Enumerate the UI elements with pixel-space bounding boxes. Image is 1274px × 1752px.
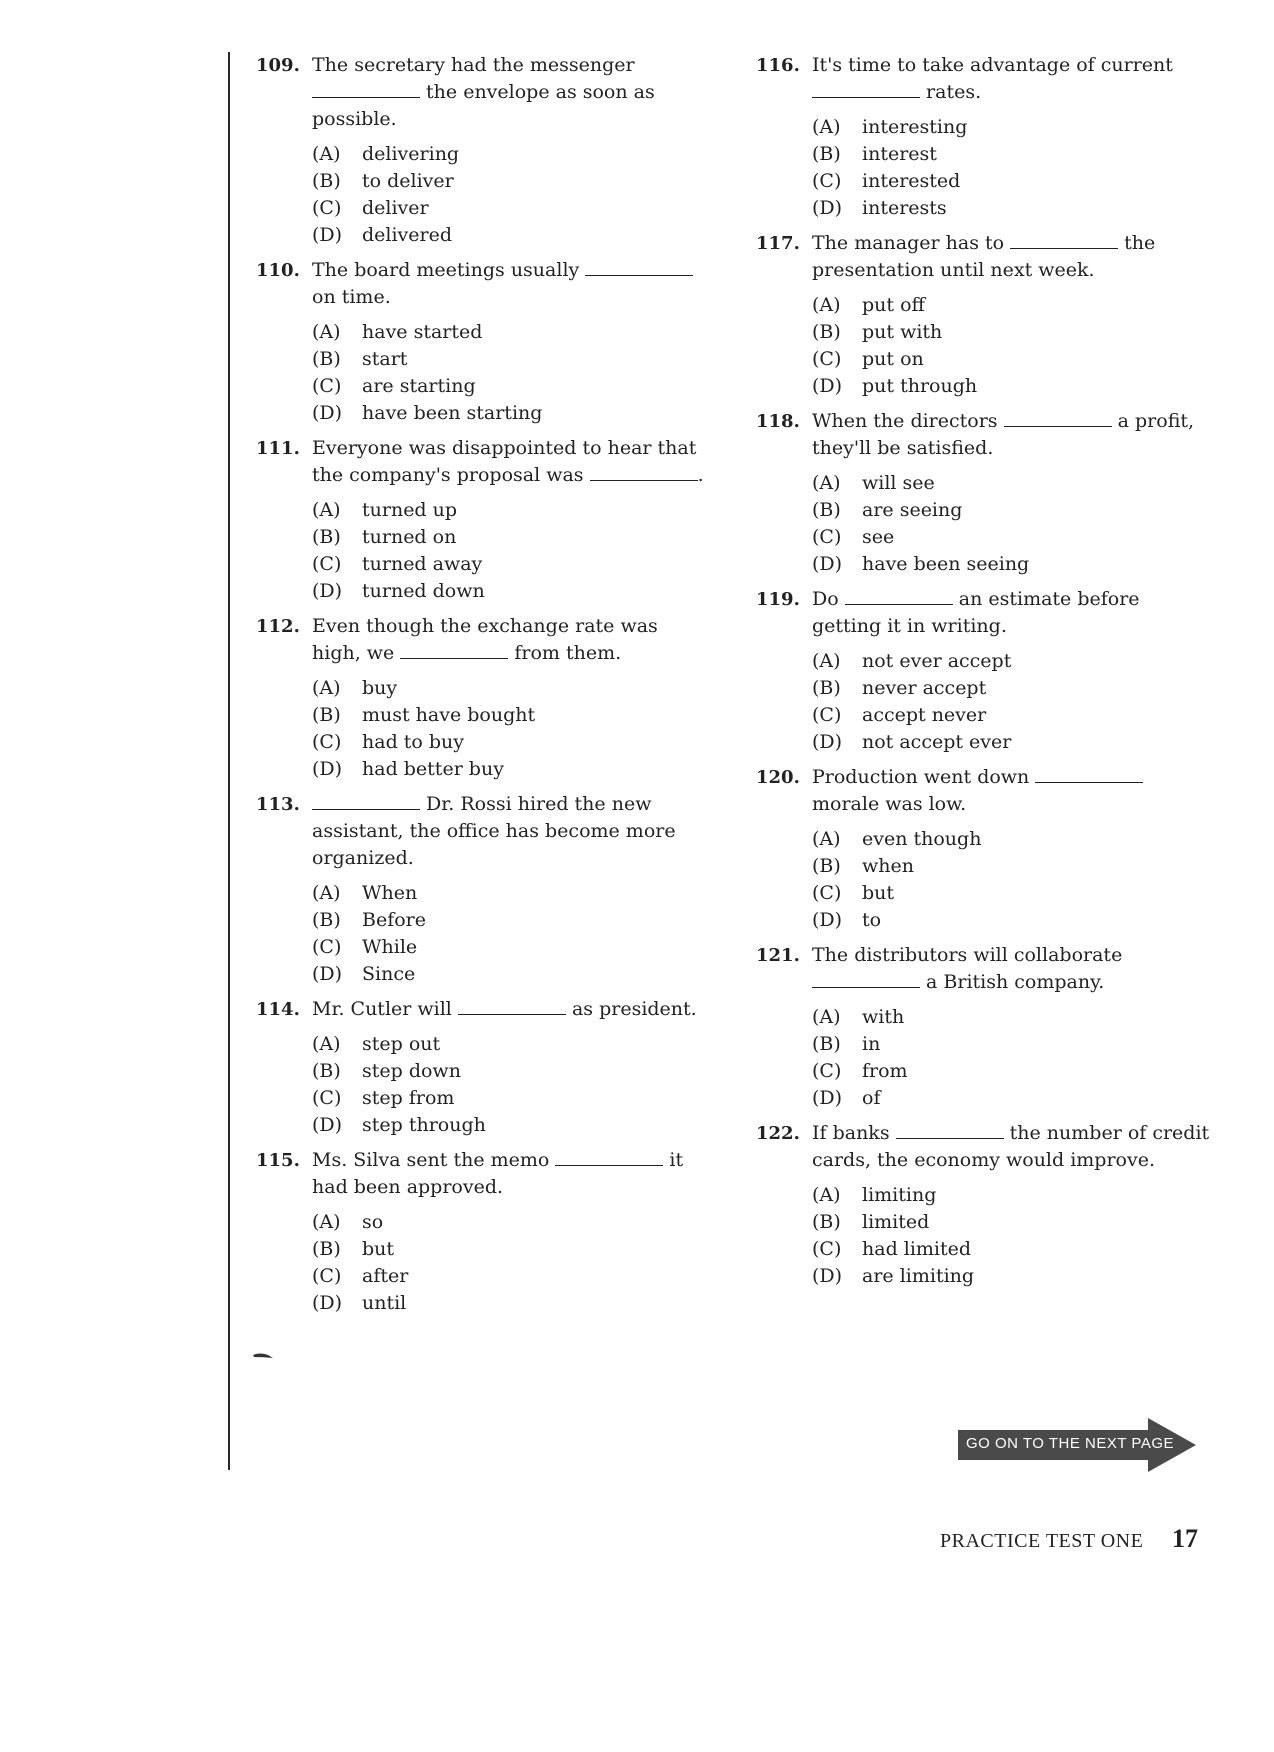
option-letter: (B) [812, 677, 841, 699]
answer-options [812, 1004, 1210, 1112]
answer-option [312, 578, 710, 605]
option-letter: (A) [812, 294, 841, 316]
question-item [250, 435, 710, 605]
answer-blank [812, 971, 920, 988]
option-text: interests [862, 197, 947, 219]
question-number: 121. [756, 945, 800, 966]
stem-text-before-blank: Production went down [812, 766, 1036, 788]
answer-option [812, 195, 1210, 222]
option-text: will see [862, 472, 935, 494]
footer-title: PRACTICE TEST ONE [940, 1530, 1144, 1552]
answer-option [312, 934, 710, 961]
answer-blank [845, 588, 953, 605]
option-text: turned down [362, 580, 485, 602]
answer-option [812, 168, 1210, 195]
question-number: 118. [756, 411, 800, 432]
answer-options [812, 114, 1210, 222]
answer-option [812, 114, 1210, 141]
stem-text-before-blank: Even though the exchange rate was high, we [312, 615, 664, 664]
option-text: limiting [862, 1184, 937, 1206]
answer-blank [590, 464, 698, 481]
option-text: until [362, 1292, 407, 1314]
answer-option [812, 346, 1210, 373]
option-letter: (B) [312, 909, 341, 931]
option-text: limited [862, 1211, 930, 1233]
option-text: turned on [362, 526, 457, 548]
question-item [250, 791, 710, 988]
option-text: see [862, 526, 895, 548]
question-stem [812, 942, 1210, 996]
option-letter: (B) [312, 1238, 341, 1260]
option-letter: (D) [312, 580, 343, 602]
option-letter: (D) [312, 963, 343, 985]
option-letter: (C) [312, 553, 342, 575]
option-text: delivering [362, 143, 460, 165]
stem-text-after-blank: morale was low. [812, 766, 1150, 815]
answer-option [312, 497, 710, 524]
question-number: 117. [756, 233, 800, 254]
option-text: put with [862, 321, 943, 343]
question-stem [312, 996, 710, 1023]
option-letter: (A) [812, 828, 841, 850]
option-letter: (A) [312, 1211, 341, 1233]
option-text: with [862, 1006, 905, 1028]
answer-option [312, 1290, 710, 1317]
stem-text-after-blank: a British company. [920, 971, 1105, 993]
option-text: never accept [862, 677, 987, 699]
option-letter: (A) [812, 116, 841, 138]
option-text: from [862, 1060, 908, 1082]
next-page-label: GO ON TO THE NEXT PAGE [966, 1435, 1174, 1452]
answer-option [812, 1031, 1210, 1058]
option-text: have started [362, 321, 483, 343]
answer-blank [555, 1149, 663, 1166]
stem-text-before-blank: Mr. Cutler will [312, 998, 458, 1020]
answer-option [312, 319, 710, 346]
answer-option [812, 880, 1210, 907]
question-item [250, 1147, 710, 1317]
answer-option [312, 702, 710, 729]
answer-blank [312, 793, 420, 810]
question-item [250, 996, 710, 1139]
answer-option [312, 1031, 710, 1058]
option-letter: (B) [812, 1211, 841, 1233]
answer-option [312, 373, 710, 400]
option-letter: (A) [312, 882, 341, 904]
option-letter: (D) [312, 1114, 343, 1136]
answer-option [312, 195, 710, 222]
answer-option [812, 319, 1210, 346]
answer-option [312, 551, 710, 578]
question-number: 116. [756, 55, 800, 76]
stem-text-after-blank: the presentation until next week. [812, 232, 1162, 281]
ink-smudge-mark [252, 1352, 274, 1360]
option-letter: (C) [312, 936, 342, 958]
option-text: Since [362, 963, 416, 985]
answer-option [312, 168, 710, 195]
stem-text-after-blank: it had been approved. [312, 1149, 690, 1198]
option-text: but [862, 882, 895, 904]
question-number: 111. [256, 438, 300, 459]
question-stem [812, 408, 1210, 462]
answer-option [812, 373, 1210, 400]
answer-option [312, 756, 710, 783]
option-text: are seeing [862, 499, 963, 521]
question-stem [312, 257, 710, 311]
option-text: interesting [862, 116, 968, 138]
answer-options [812, 826, 1210, 934]
option-letter: (C) [812, 882, 842, 904]
option-letter: (D) [312, 402, 343, 424]
answer-option [812, 729, 1210, 756]
answer-options [312, 141, 710, 249]
option-text: Before [362, 909, 427, 931]
question-item [750, 230, 1210, 400]
question-item [750, 408, 1210, 578]
question-stem [812, 1120, 1216, 1174]
option-text: in [862, 1033, 881, 1055]
option-letter: (D) [812, 909, 843, 931]
answer-option [812, 1182, 1210, 1209]
answer-option [312, 1209, 710, 1236]
answer-option [812, 1004, 1210, 1031]
option-letter: (B) [312, 348, 341, 370]
stem-text-before-blank: Do [812, 588, 845, 610]
option-letter: (B) [812, 321, 841, 343]
stem-text-after-blank: on time. [312, 259, 700, 308]
option-letter: (C) [812, 348, 842, 370]
option-text: not ever accept [862, 650, 1012, 672]
answer-blank [1004, 410, 1112, 427]
answer-blank [896, 1122, 1004, 1139]
question-item [750, 1120, 1216, 1290]
option-letter: (C) [812, 1238, 842, 1260]
answer-option [312, 400, 710, 427]
stem-text-after-blank: the envelope as soon as possible. [312, 81, 661, 130]
stem-text-after-blank: Dr. Rossi hired the new assistant, the office has become more organized. [312, 793, 682, 869]
question-item [750, 764, 1210, 934]
answer-option [312, 1263, 710, 1290]
stem-text-after-blank: . [697, 464, 704, 486]
option-letter: (C) [312, 197, 342, 219]
answer-option [812, 675, 1210, 702]
question-stem [312, 52, 710, 133]
answer-option [312, 141, 710, 168]
option-letter: (D) [312, 1292, 343, 1314]
question-item [250, 613, 710, 783]
answer-options [312, 319, 710, 427]
option-text: buy [362, 677, 398, 699]
option-text: While [362, 936, 418, 958]
option-text: had better buy [362, 758, 504, 780]
margin-rule [228, 52, 230, 1470]
question-item [750, 586, 1210, 756]
option-text: of [862, 1087, 881, 1109]
answer-blank [312, 81, 420, 98]
answer-option [312, 1058, 710, 1085]
stem-text-after-blank: as president. [565, 998, 697, 1020]
question-number: 114. [256, 999, 300, 1020]
answer-options [312, 1031, 710, 1139]
option-text: When [362, 882, 418, 904]
answer-option [812, 292, 1210, 319]
answer-options [312, 675, 710, 783]
option-letter: (D) [812, 375, 843, 397]
option-text: deliver [362, 197, 429, 219]
stem-text-before-blank: If banks [812, 1122, 896, 1144]
stem-text-after-blank: the number of credit cards, the economy would improve. [812, 1122, 1216, 1171]
questions-left-column [250, 52, 710, 1325]
option-text: are limiting [862, 1265, 975, 1287]
option-letter: (C) [312, 731, 342, 753]
answer-option [812, 1209, 1210, 1236]
question-number: 115. [256, 1150, 300, 1171]
option-letter: (C) [812, 170, 842, 192]
answer-blank [1035, 766, 1143, 783]
option-text: turned away [362, 553, 483, 575]
answer-option [312, 729, 710, 756]
option-letter: (D) [812, 731, 843, 753]
answer-option [812, 497, 1210, 524]
option-letter: (D) [312, 224, 343, 246]
option-text: start [362, 348, 408, 370]
stem-text-before-blank: The manager has to [812, 232, 1011, 254]
option-text: after [362, 1265, 409, 1287]
option-text: had to buy [362, 731, 465, 753]
option-text: even though [862, 828, 982, 850]
answer-options [312, 880, 710, 988]
answer-option [312, 222, 710, 249]
page-number: 17 [1172, 1524, 1198, 1553]
option-letter: (B) [312, 526, 341, 548]
answer-option [312, 346, 710, 373]
answer-option [312, 675, 710, 702]
option-text: so [362, 1211, 384, 1233]
stem-text-after-blank: from them. [508, 642, 622, 664]
option-letter: (C) [312, 1265, 342, 1287]
option-text: interested [862, 170, 961, 192]
stem-text-before-blank: Ms. Silva sent the memo [312, 1149, 556, 1171]
answer-option [812, 470, 1210, 497]
answer-option [812, 1085, 1210, 1112]
question-item [250, 52, 710, 249]
option-letter: (D) [812, 1265, 843, 1287]
option-letter: (B) [312, 704, 341, 726]
question-stem [312, 613, 710, 667]
answer-options [812, 648, 1210, 756]
option-letter: (C) [812, 526, 842, 548]
option-text: accept never [862, 704, 987, 726]
stem-text-after-blank: an estimate before getting it in writing. [812, 588, 1146, 637]
question-stem [312, 791, 710, 872]
question-stem [312, 1147, 710, 1201]
option-text: step down [362, 1060, 461, 1082]
stem-text-after-blank: a profit, they'll be satisfied. [812, 410, 1201, 459]
option-letter: (A) [312, 321, 341, 343]
answer-option [812, 648, 1210, 675]
answer-option [312, 1085, 710, 1112]
question-number: 119. [756, 589, 800, 610]
answer-option [312, 1236, 710, 1263]
option-text: not accept ever [862, 731, 1012, 753]
answer-option [312, 907, 710, 934]
answer-blank [585, 259, 693, 276]
option-letter: (B) [812, 499, 841, 521]
question-number: 109. [256, 55, 300, 76]
question-stem [312, 435, 710, 489]
option-text: put on [862, 348, 924, 370]
questions-right-column [750, 52, 1216, 1298]
answer-option [812, 826, 1210, 853]
option-letter: (B) [312, 170, 341, 192]
stem-text-after-blank: rates. [920, 81, 982, 103]
answer-option [312, 961, 710, 988]
option-text: but [362, 1238, 395, 1260]
option-text: put through [862, 375, 978, 397]
answer-blank [1010, 232, 1118, 249]
stem-text-before-blank: The board meetings usually [312, 259, 586, 281]
answer-option [812, 141, 1210, 168]
answer-option [812, 1263, 1210, 1290]
question-stem [812, 52, 1210, 106]
answer-blank [812, 81, 920, 98]
answer-option [812, 1236, 1210, 1263]
answer-option [812, 853, 1210, 880]
option-text: step out [362, 1033, 441, 1055]
answer-option [312, 1112, 710, 1139]
answer-option [812, 907, 1210, 934]
option-text: put off [862, 294, 926, 316]
option-letter: (C) [312, 1087, 342, 1109]
option-letter: (D) [812, 1087, 843, 1109]
option-text: had limited [862, 1238, 972, 1260]
question-stem [812, 586, 1210, 640]
answer-options [312, 497, 710, 605]
option-text: when [862, 855, 914, 877]
question-stem [812, 230, 1210, 284]
question-item [250, 257, 710, 427]
option-letter: (A) [312, 677, 341, 699]
option-text: are starting [362, 375, 476, 397]
question-item [750, 52, 1210, 222]
stem-text-before-blank: Everyone was disappointed to hear that the company's proposal was [312, 437, 703, 486]
option-text: interest [862, 143, 937, 165]
answer-blank [458, 998, 566, 1015]
question-number: 120. [756, 767, 800, 788]
option-text: to [862, 909, 882, 931]
option-text: must have bought [362, 704, 536, 726]
option-letter: (D) [312, 758, 343, 780]
stem-text-before-blank: The secretary had the messenger [312, 54, 641, 76]
option-text: turned up [362, 499, 458, 521]
stem-text-before-blank: The distributors will collaborate [812, 944, 1129, 966]
answer-option [812, 702, 1210, 729]
question-number: 112. [256, 616, 300, 637]
stem-text-before-blank: When the directors [812, 410, 1004, 432]
option-letter: (A) [812, 1006, 841, 1028]
option-letter: (A) [812, 650, 841, 672]
option-letter: (A) [312, 499, 341, 521]
option-text: to deliver [362, 170, 454, 192]
question-number: 113. [256, 794, 300, 815]
option-letter: (D) [812, 197, 843, 219]
option-text: have been seeing [862, 553, 1030, 575]
answer-option [812, 524, 1210, 551]
answer-options [312, 1209, 710, 1317]
option-letter: (A) [312, 143, 341, 165]
answer-options [812, 1182, 1210, 1290]
answer-option [812, 1058, 1210, 1085]
option-letter: (C) [812, 1060, 842, 1082]
answer-option [812, 551, 1210, 578]
answer-options [812, 470, 1210, 578]
option-letter: (C) [812, 704, 842, 726]
answer-option [312, 524, 710, 551]
option-text: have been starting [362, 402, 543, 424]
option-letter: (B) [312, 1060, 341, 1082]
option-text: step through [362, 1114, 486, 1136]
question-stem [812, 764, 1210, 818]
stem-text-before-blank: It's time to take advantage of current [812, 54, 1179, 76]
option-letter: (A) [812, 1184, 841, 1206]
option-letter: (B) [812, 1033, 841, 1055]
answer-option [312, 880, 710, 907]
option-text: delivered [362, 224, 453, 246]
option-letter: (A) [812, 472, 841, 494]
question-item [750, 942, 1210, 1112]
question-number: 110. [256, 260, 300, 281]
answer-blank [400, 642, 508, 659]
option-letter: (D) [812, 553, 843, 575]
answer-options [812, 292, 1210, 400]
option-letter: (B) [812, 143, 841, 165]
option-letter: (A) [312, 1033, 341, 1055]
go-on-next-page-button[interactable] [958, 1418, 1196, 1472]
option-text: step from [362, 1087, 455, 1109]
question-number: 122. [756, 1123, 800, 1144]
option-letter: (B) [812, 855, 841, 877]
option-letter: (C) [312, 375, 342, 397]
